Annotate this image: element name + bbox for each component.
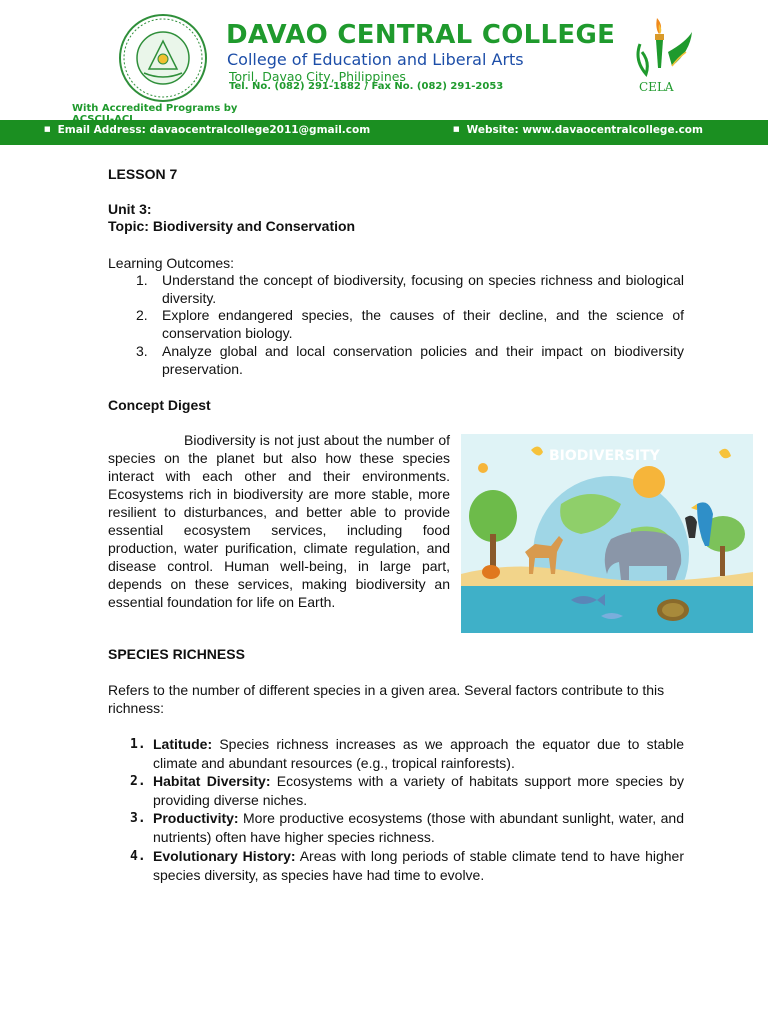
email-text[interactable]: Email Address: davaocentralcollege2011@gmail.com xyxy=(57,124,371,136)
cela-logo-label: CELA xyxy=(639,80,674,94)
factor-term: Latitude: xyxy=(153,736,213,752)
factor-number: 1. xyxy=(130,737,146,752)
topic-title: Topic: Biodiversity and Conservation xyxy=(108,218,356,234)
bullet-icon: ■ xyxy=(453,125,460,133)
email-info xyxy=(44,124,370,136)
outcome-number: 2. xyxy=(136,307,148,323)
outcome-text: Analyze global and local conservation policies and their impact on biodiversity preservation. xyxy=(162,343,684,377)
college-seal-logo xyxy=(116,13,210,103)
factor-number: 3. xyxy=(130,811,146,826)
factor-term: Habitat Diversity: xyxy=(153,773,271,789)
factor-text: Areas with long periods of stable climate tend to have higher species diversity, as species have had time to evolve. xyxy=(153,848,684,883)
outcome-item xyxy=(108,306,684,342)
outcomes-label: Learning Outcomes: xyxy=(108,255,235,271)
outcome-number: 3. xyxy=(136,343,148,359)
college-location: Toril, Davao City, Philippines xyxy=(229,69,406,84)
factor-number: 4. xyxy=(130,849,146,864)
bullet-icon: ■ xyxy=(44,125,51,133)
factor-item xyxy=(108,809,684,847)
college-contact: Tel. No. (082) 291-1882 / Fax No. (082) 291-2053 xyxy=(229,81,504,92)
outcome-text: Understand the concept of biodiversity, focusing on species richness and biological diversity. xyxy=(162,272,684,306)
species-richness-intro: Refers to the number of different species in a given area. Several factors contribute to this richness: xyxy=(108,682,665,716)
website-info xyxy=(453,124,703,136)
accredited-note: With Accredited Programs by xyxy=(72,103,238,114)
concept-digest-text: Biodiversity is not just about the number of species on the planet but also how these species interact with each other and their environments. Ecosystems rich in biodiversity are more stable, more resilient to disturbances, and better able to provide essential ecosystem services, including food production, water purification, climate regulation, and disease control. Human well-being, in large part, depends on these services, making biodiversity an essential foundation for life on Earth. xyxy=(108,432,450,610)
factor-number: 2. xyxy=(130,774,146,789)
factor-item xyxy=(108,847,684,885)
factor-item xyxy=(108,772,684,810)
outcome-item xyxy=(108,271,684,307)
species-richness-title: SPECIES RICHNESS xyxy=(108,646,245,662)
factor-text: More productive ecosystems (those with abundant sunlight, water, and nutrients) often have higher species richness. xyxy=(153,810,684,845)
unit-label: Unit 3: xyxy=(108,201,152,217)
biodiversity-illustration xyxy=(461,434,753,633)
factor-text: Ecosystems with a variety of habitats support more species by providing diverse niches. xyxy=(153,773,684,808)
image-label: BIODIVERSITY xyxy=(549,448,660,464)
website-text[interactable]: Website: www.davaocentralcollege.com xyxy=(466,124,703,136)
college-name: DAVAO CENTRAL COLLEGE xyxy=(226,20,616,50)
concept-digest-title: Concept Digest xyxy=(108,397,211,413)
factor-term: Evolutionary History: xyxy=(153,848,296,864)
factor-item xyxy=(108,735,684,773)
factor-text: Species richness increases as we approach the equator due to stable climate and abundant resources (e.g., tropical rainforests). xyxy=(153,736,684,771)
outcome-number: 1. xyxy=(136,272,148,288)
outcome-item xyxy=(108,342,684,378)
outcome-text: Explore endangered species, the causes of their decline, and the science of conservation biology. xyxy=(162,307,684,341)
lesson-number: LESSON 7 xyxy=(108,166,178,182)
college-subtitle: College of Education and Liberal Arts xyxy=(227,50,524,69)
factor-term: Productivity: xyxy=(153,810,239,826)
